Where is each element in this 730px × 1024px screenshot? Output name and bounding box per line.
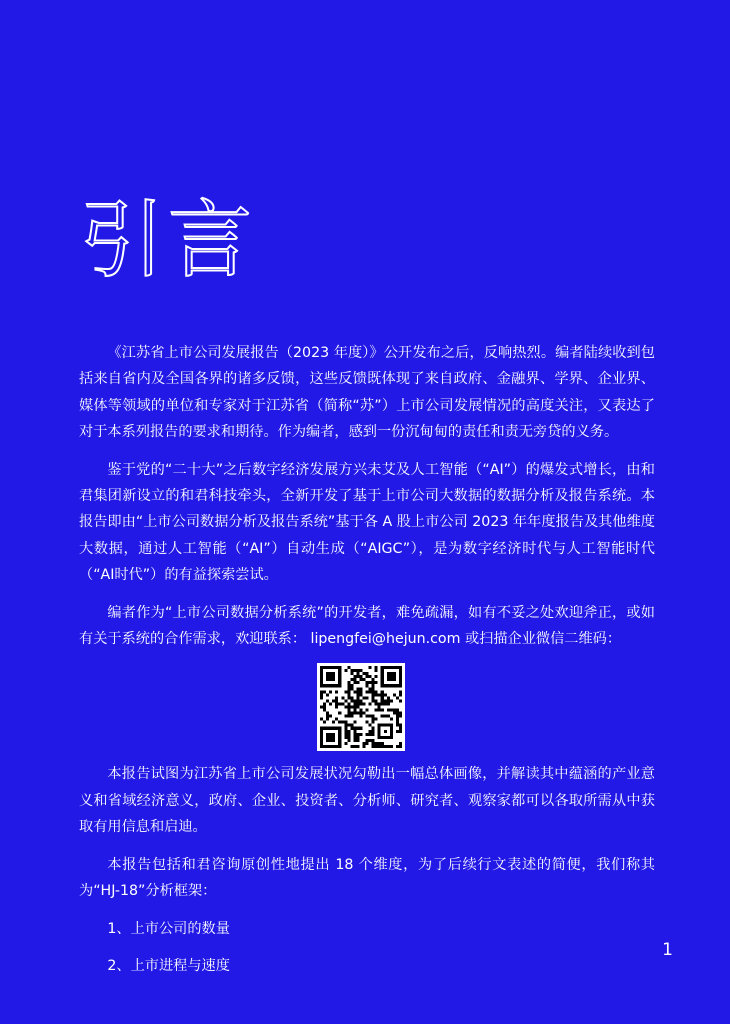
- intro-paragraph-2: 鉴于党的“二十大”之后数字经济发展方兴未艾及人工智能（“AI”）的爆发式增长，由和君集团新设立的和君科技牵头，全新开发了基于上市公司大数据的数据分析及报告系统。本报告即由“上市公司数据分析及报告系统”基于各 A 股上市公司 2023 年年度报告及其他维度大数据，通过人工智能（“AI”）自动生成（“AIGC”），是为数字经济时代与人工智能时代（“AI时代”）的有益探索尝试。: [79, 461, 655, 584]
- wechat-qr-code: [317, 663, 405, 751]
- framework-paragraph: 本报告包括和君咨询原创性地提出 18 个维度，为了后续行文表述的简便，我们称其为“HJ-18”分析框架：: [79, 856, 655, 900]
- intro-paragraph-1: 《江苏省上市公司发展报告（2023 年度）》公开发布之后，反响热烈。编者陆续收到包括来自省内及全国各界的诸多反馈，这些反馈既体现了来自政府、金融界、学界、企业界、媒体等领域的单位和专家对于江苏省（简称“苏”）上市公司发展情况的高度关注，又表达了对于本系列报告的要求和期待。作为编者，感到一份沉甸甸的责任和责无旁贷的义务。: [79, 345, 655, 441]
- contact-paragraph: 编者作为“上市公司数据分析系统”的开发者，难免疏漏，如有不妥之处欢迎斧正，或如有关于系统的合作需求，欢迎联系： lipengfei@hejun.com 或扫描企业微信二维码：: [79, 604, 655, 648]
- list-item: 2、上市进程与速度: [107, 957, 230, 974]
- body-content: [79, 340, 655, 990]
- purpose-paragraph: 本报告试图为江苏省上市公司发展状况勾勒出一幅总体画像，并解读其中蕴涵的产业意义和省域经济意义，政府、企业、投资者、分析师、研究者、观察家都可以各取所需从中获取有用信息和启迪。: [79, 766, 655, 836]
- list-item: 1、上市公司的数量: [107, 920, 230, 937]
- page-number: 1: [662, 940, 673, 960]
- page-title: 引言: [80, 191, 257, 289]
